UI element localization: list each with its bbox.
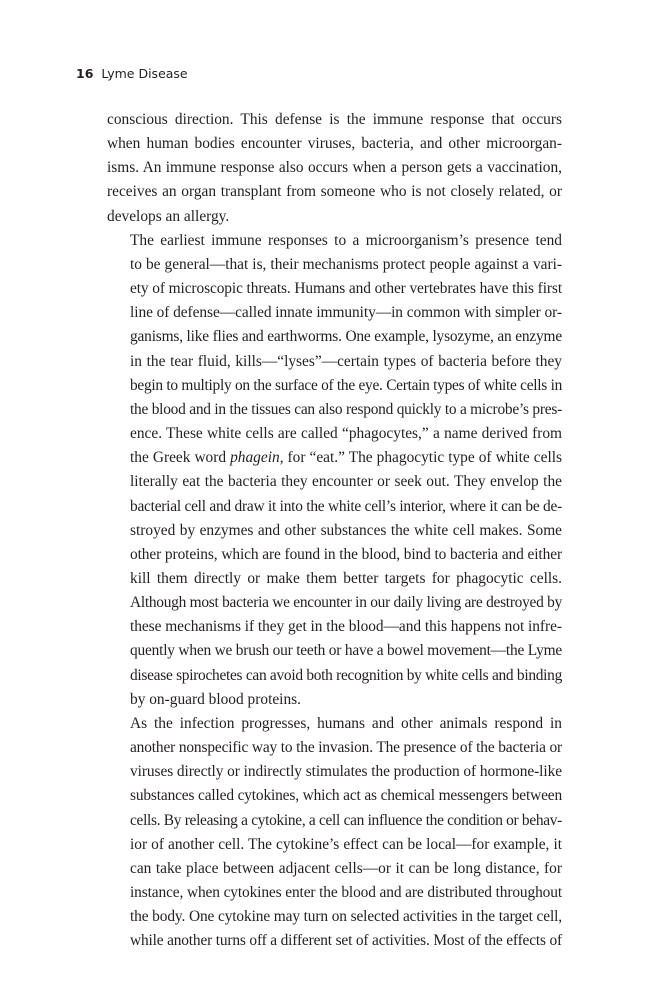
text-line: by on-guard blood proteins. — [130, 690, 301, 708]
text-line: conscious direction. This defense is the immune response that occurs — [107, 111, 562, 128]
text-line: these mechanisms if they get in the blood—and this happens not infre- — [130, 618, 562, 636]
text-line: can take place between adjacent cells—or it can be long distance, for — [130, 859, 562, 877]
text-line: stroyed by enzymes and other substances the white cell makes. Some — [130, 521, 562, 539]
text-line: bacterial cell and draw it into the white cell’s interior, where it can be de- — [130, 497, 562, 515]
text-line: other proteins, which are found in the blood, bind to bacteria and either — [130, 545, 562, 563]
text-line: literally eat the bacteria they encounter or seek out. They envelop the — [130, 473, 562, 491]
text-line: quently when we brush our teeth or have a bowel movement—the Lyme — [130, 642, 562, 660]
text-line: to be general—that is, their mechanisms protect people against a vari- — [130, 255, 562, 273]
text-line: As the infection progresses, humans and other animals respond in — [130, 714, 562, 732]
running-head-title: Lyme Disease — [101, 66, 188, 81]
text-line: develops an allergy. — [107, 207, 230, 225]
text-line: the Greek word phagein, for “eat.” The phagocytic type of white cells — [130, 449, 562, 467]
text-line: receives an organ transplant from someone who is not closely related, or — [107, 183, 562, 201]
paragraph-3 — [107, 712, 562, 954]
text-line: in the tear fluid, kills—“lyses”—certain types of bacteria before they — [130, 352, 562, 370]
text-line: isms. An immune response also occurs when a person gets a vaccination, — [107, 159, 562, 177]
text-line: ety of microscopic threats. Humans and other vertebrates have this first — [130, 280, 562, 298]
text-line: when human bodies encounter viruses, bacteria, and other microorgan- — [107, 135, 562, 153]
text-line: instance, when cytokines enter the blood and are distributed throughout — [130, 884, 562, 901]
text-line: while another turns off a different set of activities. Most of the effects of — [130, 932, 562, 950]
text-line: disease spirochetes can avoid both recognition by white cells and binding — [130, 666, 562, 684]
text-line: begin to multiply on the surface of the eye. Certain types of white cells in — [130, 376, 562, 394]
text-line: Although most bacteria we encounter in our daily living are destroyed by — [130, 594, 562, 612]
text-line: ganisms, like flies and earthworms. One example, lysozyme, an enzyme — [130, 328, 562, 346]
text-line: the blood and in the tissues can also respond quickly to a microbe’s pres- — [130, 400, 562, 418]
text-line: another nonspecific way to the invasion. The presence of the bacteria or — [130, 739, 562, 757]
paragraph-1 — [107, 108, 562, 229]
running-head — [76, 66, 188, 82]
body-text — [107, 108, 562, 953]
text-line: ence. These white cells are called “phagocytes,” a name derived from — [130, 425, 562, 443]
text-line: The earliest immune responses to a microorganism’s presence tend — [130, 231, 562, 249]
text-line: cells. By releasing a cytokine, a cell can influence the condition or behav- — [130, 811, 562, 829]
text-line: substances called cytokines, which act as chemical messengers between — [130, 787, 562, 805]
text-line: kill them directly or make them better targets for phagocytic cells. — [130, 569, 562, 587]
text-line: the body. One cytokine may turn on selected activities in the target cell, — [130, 908, 562, 926]
page-number: 16 — [76, 66, 94, 81]
text-line: viruses directly or indirectly stimulates the production of hormone-like — [130, 763, 562, 781]
paragraph-2 — [107, 229, 562, 712]
text-line: ior of another cell. The cytokine’s effect can be local—for example, it — [130, 835, 562, 853]
text-line: line of defense—called innate immunity—in common with simpler or- — [130, 304, 562, 322]
